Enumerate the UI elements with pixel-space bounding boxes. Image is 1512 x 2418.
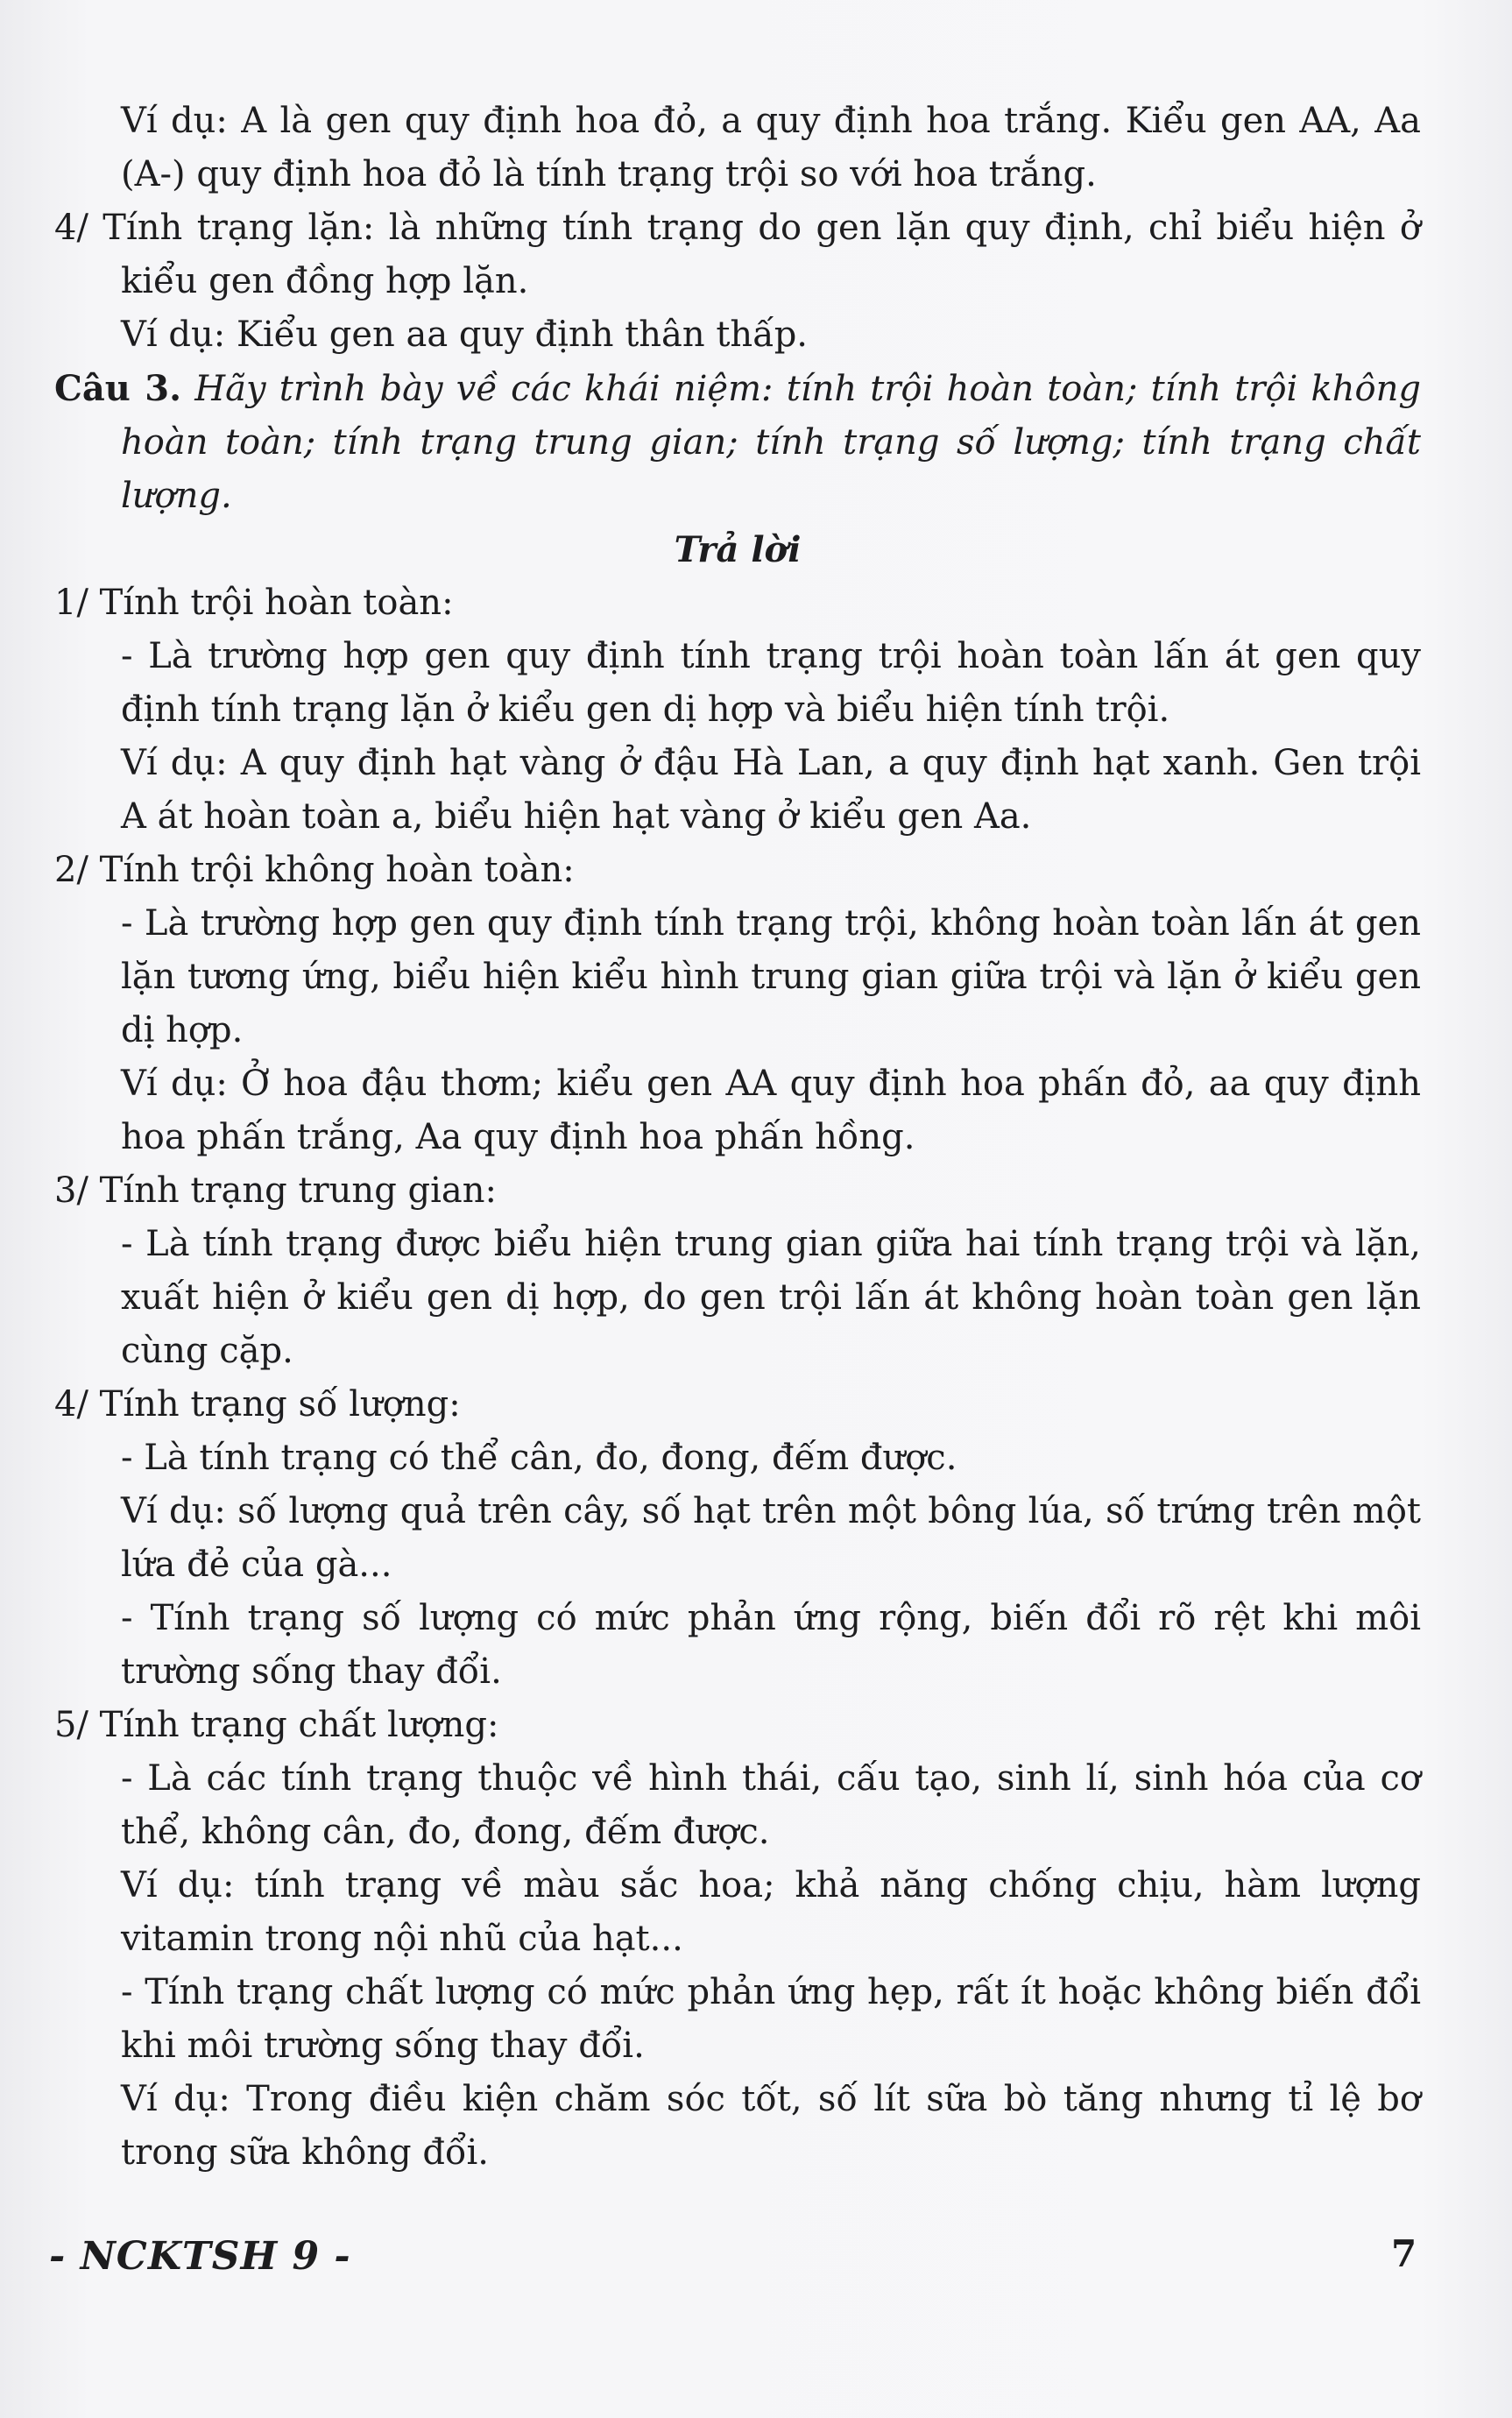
section-body: - Là tính trạng được biểu hiện trung gian giữa hai tính trạng trội và lặn, xuất hiện ở kiểu gen dị hợp, do gen trội lấn át không hoàn toàn gen lặn cùng cặp. xyxy=(121,1224,1421,1371)
page-content xyxy=(54,95,1421,2180)
section-body: - Là trường hợp gen quy định tính trạng trội, không hoàn toàn lấn át gen lặn tương ứng, biểu hiện kiểu hình trung gian giữa trội và lặn ở kiểu gen dị hợp. xyxy=(121,903,1421,1050)
section-heading: 1/ Tính trội hoàn toàn: xyxy=(54,583,454,623)
section-heading: 3/ Tính trạng trung gian: xyxy=(54,1170,497,1211)
question-text: Hãy trình bày về các khái niệm: tính trội hoàn toàn; tính trội không hoàn toàn; tính trạng trung gian; tính trạng số lượng; tính trạng chất lượng. xyxy=(121,369,1421,516)
point-4-recessive: 4/ Tính trạng lặn: là những tính trạng do gen lặn quy định, chỉ biểu hiện ở kiểu gen đồng hợp lặn. xyxy=(54,208,1421,301)
book-code: - NCKTSH 9 - xyxy=(49,2234,351,2279)
section-example: Ví dụ: số lượng quả trên cây, số hạt trên một bông lúa, số trứng trên một lứa đẻ của gà... xyxy=(121,1491,1421,1585)
example-line: Ví dụ: A là gen quy định hoa đỏ, a quy định hoa trắng. Kiểu gen AA, Aa (A-) quy định hoa đỏ là tính trạng trội so với hoa trắng. xyxy=(121,101,1421,194)
section-body: - Là các tính trạng thuộc về hình thái, cấu tạo, sinh lí, sinh hóa của cơ thể, không cân, đo, đong, đếm được. xyxy=(121,1758,1421,1852)
page-number: 7 xyxy=(1391,2232,1417,2275)
section-body: - Là trường hợp gen quy định tính trạng trội hoàn toàn lấn át gen quy định tính trạng lặn ở kiểu gen dị hợp và biểu hiện tính trội. xyxy=(121,636,1421,730)
section-heading: 4/ Tính trạng số lượng: xyxy=(54,1384,461,1425)
section-example: Ví dụ: A quy định hạt vàng ở đậu Hà Lan, a quy định hạt xanh. Gen trội A át hoàn toàn a, biểu hiện hạt vàng ở kiểu gen Aa. xyxy=(121,743,1421,837)
section-example: Ví dụ: tính trạng về màu sắc hoa; khả năng chống chịu, hàm lượng vitamin trong nội nhũ của hạt... xyxy=(121,1865,1421,1959)
section-example: Ví dụ: Trong điều kiện chăm sóc tốt, số lít sữa bò tăng nhưng tỉ lệ bơ trong sữa không đổi. xyxy=(121,2079,1421,2173)
section-body: - Tính trạng chất lượng có mức phản ứng hẹp, rất ít hoặc không biến đổi khi môi trường sống thay đổi. xyxy=(121,1972,1421,2066)
question-label: Câu 3. xyxy=(54,368,182,409)
section-body: - Tính trạng số lượng có mức phản ứng rộng, biến đổi rõ rệt khi môi trường sống thay đổi. xyxy=(121,1598,1421,1692)
section-heading: 5/ Tính trạng chất lượng: xyxy=(54,1705,499,1745)
question-3 xyxy=(54,362,1421,523)
section-heading: 2/ Tính trội không hoàn toàn: xyxy=(54,850,575,890)
section-example: Ví dụ: Ở hoa đậu thơm; kiểu gen AA quy định hoa phấn đỏ, aa quy định hoa phấn trắng, Aa quy định hoa phấn hồng. xyxy=(121,1064,1421,1157)
answer-title: Trả lời xyxy=(674,529,802,570)
section-body: - Là tính trạng có thể cân, đo, đong, đếm được. xyxy=(121,1438,957,1478)
example-line: Ví dụ: Kiểu gen aa quy định thân thấp. xyxy=(121,315,809,355)
